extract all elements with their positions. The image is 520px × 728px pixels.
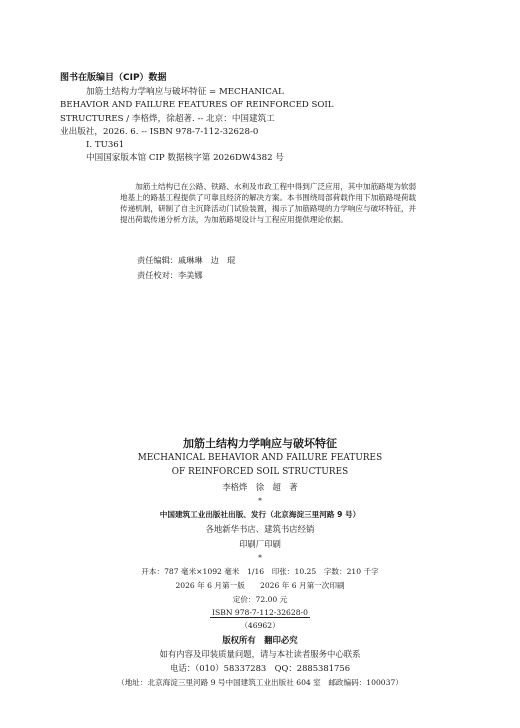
imprint-edition: 2026 年 6 月第一版 2026 年 6 月第一次印刷 <box>175 581 345 590</box>
imprint-authors: 李格烨 徐 超 著 <box>222 482 298 492</box>
cip-line: BEHAVIOR AND FAILURE FEATURES OF REINFORCED SOIL <box>60 100 334 111</box>
cip-line: STRUCTURES / 李格烨，徐超著. -- 北京：中国建筑工 <box>60 113 275 124</box>
imprint-title-cn: 加筋土结构力学响应与破坏特征 <box>183 437 337 450</box>
imprint-isbn-wrap <box>0 608 520 617</box>
imprint-book-code: （46962） <box>240 621 280 630</box>
imprint-separator-star: * <box>258 496 262 505</box>
imprint-title-en-1: MECHANICAL BEHAVIOR AND FAILURE FEATURES <box>137 453 383 463</box>
imprint-printer: 印刷厂印刷 <box>239 539 281 549</box>
imprint-title-en-2: OF REINFORCED SOIL STRUCTURES <box>171 467 349 477</box>
imprint-price: 定价：72.00 元 <box>232 595 288 604</box>
imprint-address: （地址：北京海淀三里河路 9 号中国建筑工业出版社 604 室 邮政编码：100037） <box>117 678 403 687</box>
imprint-format: 开本：787 毫米×1092 毫米 1/16 印张：10.25 字数：210 千字 <box>141 567 379 576</box>
imprint-separator-star: * <box>258 553 262 562</box>
imprint-phone: 电话：（010）58337283 QQ：2885381756 <box>169 663 351 673</box>
cip-line: Ⅰ. TU361 <box>86 140 125 151</box>
imprint-notice: 如有内容及印装质量问题，请与本社读者服务中心联系 <box>159 649 361 659</box>
book-summary: 加筋土结构已在公路、铁路、水利及市政工程中得到广泛应用，其中加筋路堤为软弱地基上的路基工程提供了可靠且经济的解决方案。本书围绕局部荷载作用下加筋路堤荷载传递机制，研制了自主沉降活动门试验装置，揭示了加筋路堤的力学响应与破坏特征，并提出荷载传递分析方法，为加筋路堤设计与工程应用提供理论依据。 <box>120 182 417 224</box>
imprint-publisher: 中国建筑工业出版社出版、发行（北京海淀三里河路 9 号） <box>159 510 361 519</box>
imprint-rights: 版权所有 翻印必究 <box>222 635 298 645</box>
cip-line: 加筋土结构力学响应与破坏特征 = MECHANICAL <box>86 87 284 98</box>
cip-line: 中国国家版本馆 CIP 数据核字第 2026DW4382 号 <box>86 153 284 164</box>
cip-line: 业出版社，2026. 6. -- ISBN 978-7-112-32628-0 <box>60 126 259 137</box>
responsible-editor: 责任编辑：戚琳琳 边 琨 <box>137 255 236 265</box>
imprint-isbn: ISBN 978-7-112-32628-0 <box>212 608 308 617</box>
responsible-proofreader: 责任校对：李美娜 <box>137 269 203 280</box>
imprint-distributor: 各地新华书店、建筑书店经销 <box>205 524 315 534</box>
cip-heading: 图书在版编目（CIP）数据 <box>60 73 167 83</box>
